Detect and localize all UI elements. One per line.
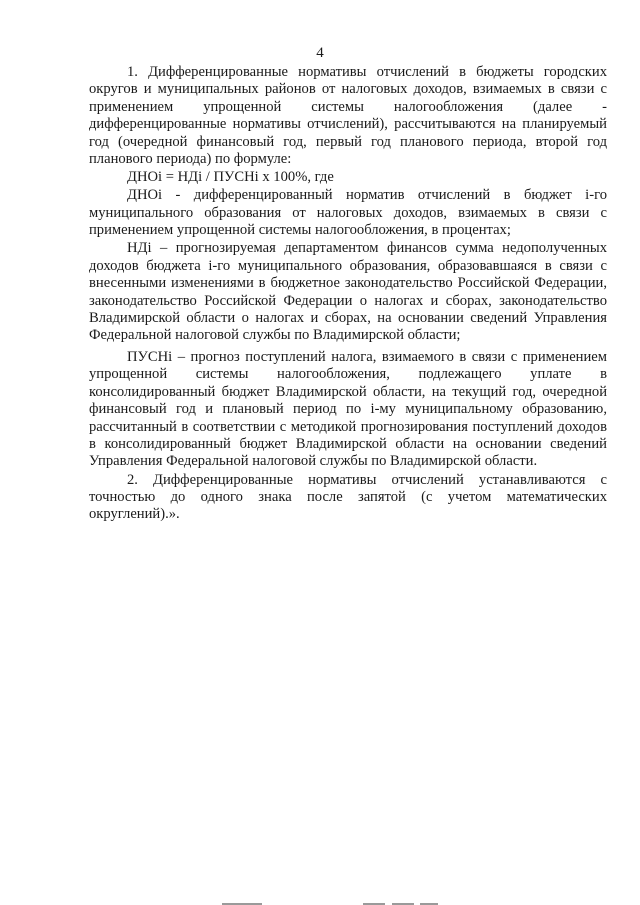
paragraph-dno-definition: ДНОi - дифференцированный норматив отчислений в бюджет i-го муниципального образования от налоговых доходов, взимаемых в связи с применением упрощенной системы налогообложения, в процентах; [89,187,607,239]
formula-line: ДНОi = НДi / ПУСНi х 100%, где [127,169,334,186]
page-number: 4 [316,45,324,61]
paragraph-2-precision: 2. Дифференцированные нормативы отчислений устанавливаются с точностью до одного знака после запятой (с учетом математических округлений).». [89,471,607,523]
document-body [89,64,607,524]
paragraph-1-intro: 1. Дифференцированные нормативы отчислений в бюджеты городских округов и муниципальных районов от налоговых доходов, взимаемых в связи с применением упрощенной системы налогообложения (далее - дифференцированные нормативы отчислений), рассчитываются на планируемый год (очередной финансовый год, первый год планового периода, второй год планового периода) по формуле: [89,64,607,168]
paragraph-pusn-definition: ПУСНi – прогноз поступлений налога, взимаемого в связи с применением упрощенной системы налогообложения, подлежащего уплате в консолидированный бюджет Владимирской области, на текущий год, очередной финансовый год и плановый период по i-му муниципальному образованию, рассчитанный в соответствии с методикой прогнозирования поступлений доходов в консолидированный бюджет Владимирской области на основании сведений Управления Федеральной налоговой службы по Владимирской области. [89,348,607,470]
scan-bottom-artifacts [0,899,640,905]
paragraph-nd-definition: НДi – прогнозируемая департаментом финансов сумма недополученных доходов бюджета i-го муниципального образования, образовавшаяся в связи с внесенными изменениями в бюджетное законодательство Российской Федерации, законодательство Российской Федерации о налогах и сборах, законодательство Владимирской области о налогах и сборах, на основании сведений Управления Федеральной налоговой службы по Владимирской области; [89,240,607,344]
